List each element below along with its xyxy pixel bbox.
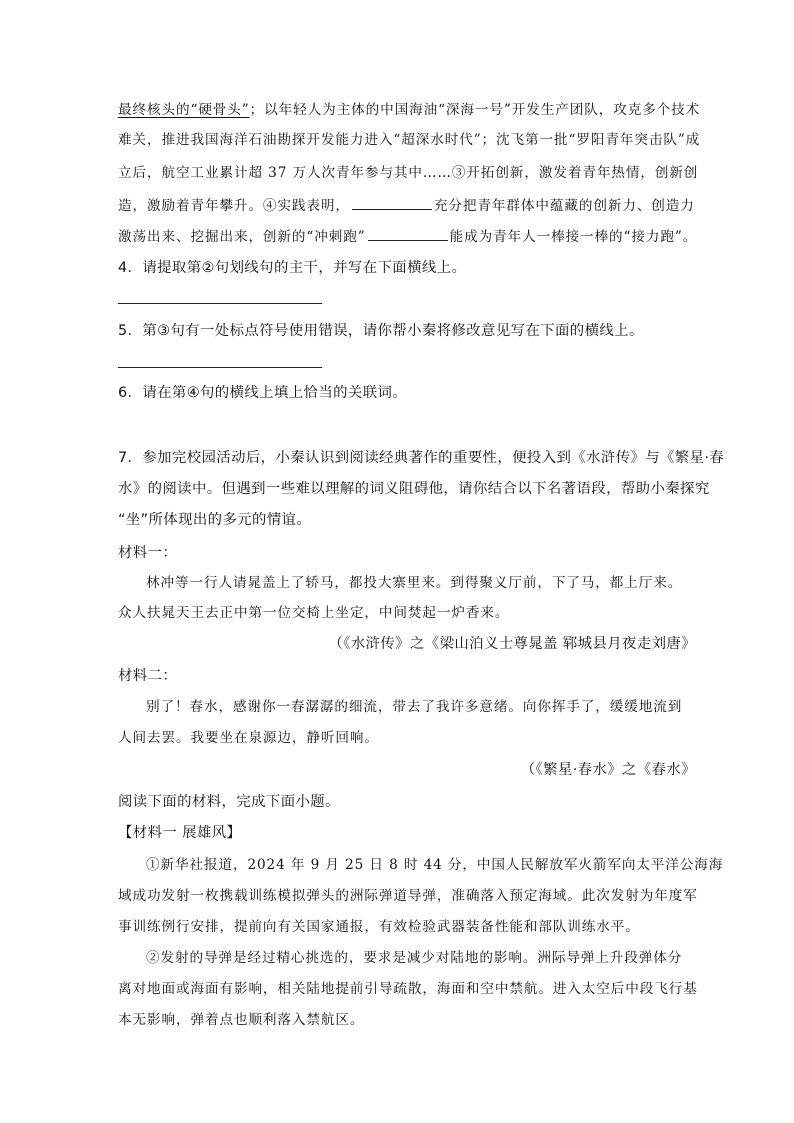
- answer-line-q5[interactable]: [118, 367, 322, 368]
- answer-line-q4[interactable]: [118, 303, 322, 304]
- fill-blank-2[interactable]: [368, 226, 448, 241]
- reading-p2-line-2: 离对地面或海面有影响，相关陆地提前引导疏散，海面和空中禁航。进入太空后中段飞行基: [118, 981, 698, 997]
- passage-line-3: 立后，航空工业累计超 37 万人次青年参与其中……③开拓创新，激发着青年热情，创新创: [118, 165, 699, 181]
- reading-heading: 【材料一 展雄风】: [118, 825, 242, 841]
- material-1-source: （《水浒传》之《梁山泊义士尊晁盖 郓城县月夜走刘唐》: [328, 636, 696, 652]
- material-1-line-1: 林冲等一行人请晁盖上了轿马，都投大寨里来。到得聚义厅前，下了马，都上厅来。: [146, 575, 683, 591]
- reading-intro: 阅读下面的材料，完成下面小题。: [118, 794, 340, 810]
- passage-line-2: 难关，推进我国海洋石油勘探开发能力进入“超深水时代”；沈飞第一批“罗阳青年突击队”成: [118, 132, 701, 148]
- question-7-line-3: “坐”所体现出的多元的情谊。: [118, 512, 312, 528]
- passage-text: 能成为青年人一棒接一棒的“接力跑”。: [449, 229, 698, 245]
- fill-blank-1[interactable]: [352, 195, 432, 210]
- reading-p1-line-2: 域成功发射一枚携载训练模拟弹头的洲际弹道导弹，准确落入预定海域。此次发射为年度军: [118, 888, 698, 904]
- passage-line-1: [118, 100, 700, 120]
- passage-line-5: [118, 226, 697, 247]
- material-2-source: （《繁星·春水》之《春水》: [520, 762, 696, 778]
- material-1-label: 材料一：: [118, 545, 178, 561]
- passage-text: 造，激励着青年攀升。④实践表明，: [118, 198, 350, 214]
- material-1-line-2: 众人扶晁天王去正中第一位交椅上坐定，中间焚起一炉香来。: [118, 605, 510, 621]
- passage-text: ；以年轻人为主体的中国海油“深海一号”开发生产团队，攻克多个技术: [249, 102, 701, 118]
- reading-p2-line-3: 本无影响，弹着点也顺利落入禁航区。: [118, 1012, 365, 1028]
- question-6: 6．请在第④句的横线上填上恰当的关联词。: [118, 385, 408, 401]
- question-5: 5．第③句有一处标点符号使用错误，请你帮小秦将修改意见写在下面的横线上。: [118, 323, 644, 339]
- passage-text: 激荡出来、挖掘出来，创新的“冲刺跑”: [118, 229, 366, 245]
- question-4: 4．请提取第②句划线句的主干，并写在下面横线上。: [118, 260, 467, 276]
- question-7-line-2: 水》的阅读中。但遇到一些难以理解的词义阻碍他，请你结合以下名著语段，帮助小秦探究: [118, 481, 710, 497]
- reading-p1-line-3: 事训练例行安排，提前向有关国家通报，有效检验武器装备性能和部队训练水平。: [118, 919, 640, 935]
- passage-text: 充分把青年群体中蕴藏的创新力、创造力: [433, 198, 695, 214]
- material-2-label: 材料二：: [118, 668, 178, 684]
- passage-line-4: [118, 195, 695, 216]
- reading-p2-line-1: ②发射的导弹是经过精心挑选的，要求是减少对陆地的影响。洲际导弹上升段弹体分: [146, 950, 683, 966]
- reading-p1-line-1: ①新华社报道，2024 年 9 月 25 日 8 时 44 分，中国人民解放军火箭军向太平洋公海海: [146, 857, 724, 873]
- material-2-line-1: 别了！春水，感谢你一春潺潺的细流，带去了我许多意绪。向你挥手了，缓缓地流到: [146, 699, 683, 715]
- material-2-line-2: 人间去罢。我要坐在泉源边，静听回响。: [118, 730, 379, 746]
- underlined-sentence: 最终核头的“硬骨头”: [118, 102, 250, 118]
- question-7-line-1: 7．参加完校园活动后，小秦认识到阅读经典著作的重要性，便投入到《水浒传》与《繁星·春: [118, 450, 725, 466]
